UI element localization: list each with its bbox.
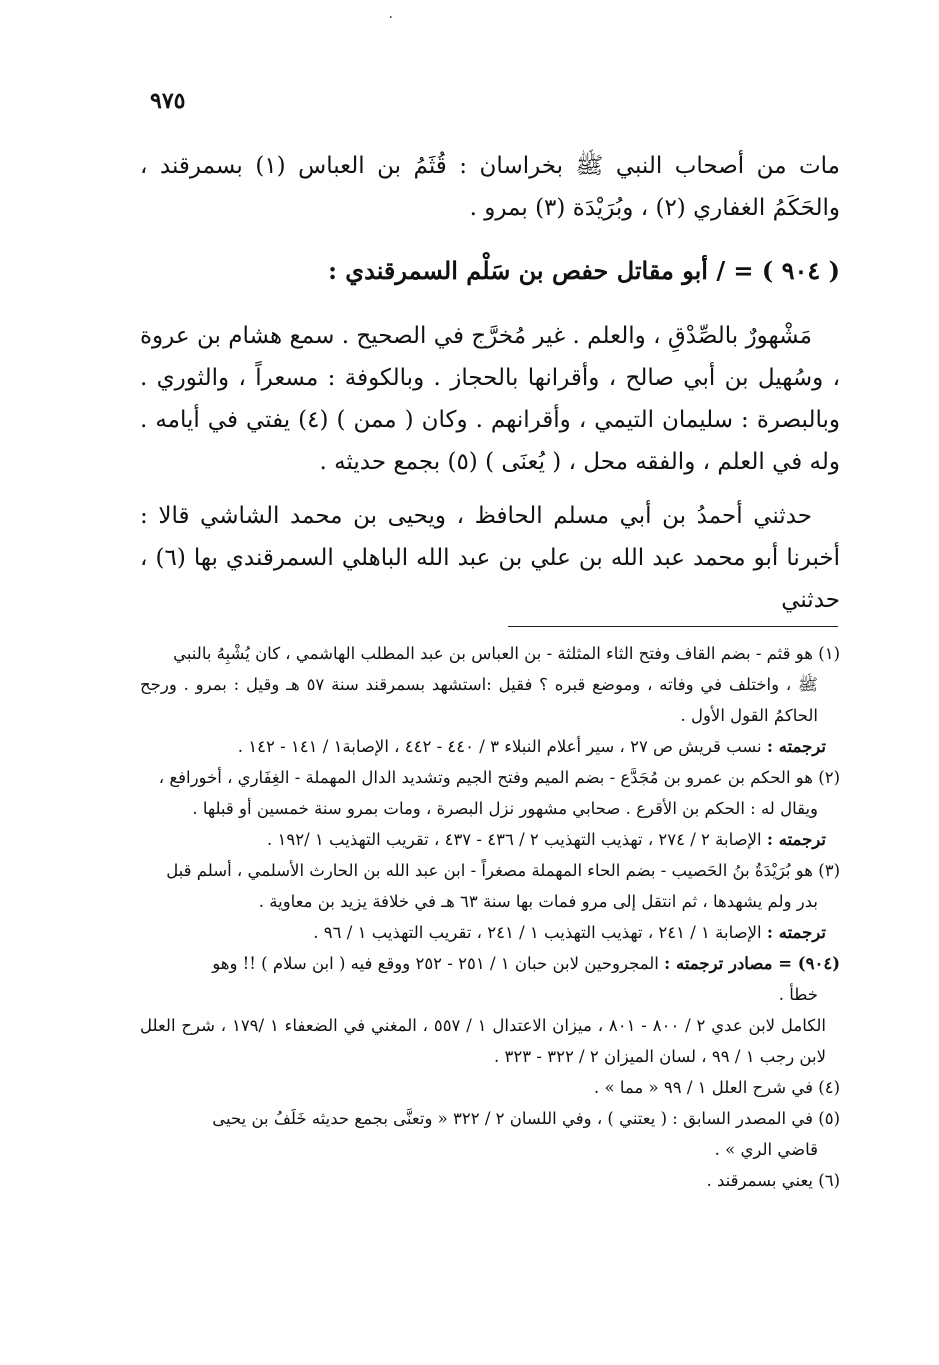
footnote-5 <box>140 1103 840 1165</box>
footnotes <box>140 638 840 1196</box>
reference-text: الإصابة ٢ / ٢٧٤ ، تهذيب التهذيب ٢ / ٤٣٦ - ٤٣٧ ، تقريب التهذيب ١ /١٩٢ . <box>267 830 762 849</box>
footnote-more-sources: الكامل لابن عدي ٢ / ٨٠٠ - ٨٠١ ، ميزان الاعتدال ١ / ٥٥٧ ، المغني في الضعفاء ١ /١٧٩ ، شرح العلل لابن رجب ١ / ٩٩ ، لسان الميزان ٢ / ٣٢٢ - ٣٢٣ . <box>140 1016 826 1066</box>
main-text <box>140 145 840 621</box>
reference-label: ترجمته : <box>766 737 826 756</box>
page-number: ٩٧٥ <box>150 88 186 114</box>
footnote-904 <box>140 948 840 1072</box>
footnote-text: (٣) هو بُرَيْدَةُ بنُ الحَصيب - بضم الحاء المهملة مصغراً - ابن عبد الله بن الحارث الأسلمي ، أسلم قبل <box>166 861 840 880</box>
footnote-continuation: بدر ولم يشهدها ، ثم انتقل إلى مرو فمات بها سنة ٦٣ هـ في خلافة يزيد بن معاوية . <box>258 892 818 911</box>
footnote-text: (٥) في المصدر السابق : ( يعتني ) ، وفي اللسان ٢ / ٣٢٢ « وتعنَّى بجمع حديثه خَلَفُ بن يحيى <box>212 1109 840 1128</box>
footnote-6 <box>140 1165 840 1196</box>
sources-label: (٩٠٤) = مصادر ترجمته : <box>664 954 840 973</box>
footnote-4 <box>140 1072 840 1103</box>
entry-heading: ( ٩٠٤ ) = / أبو مقاتل حفص بن سَلْم السمرقندي : <box>328 256 840 285</box>
footnote-continuation: ﷺ ، واختلف في وفاته ، وموضع قبره ؟ فقيل :استشهد بسمرقند سنة ٥٧ هـ وقيل : بمرو . ورجح الحاكمُ القول الأول . <box>140 675 818 725</box>
reference-text: نسب قريش ص ٢٧ ، سير أعلام النبلاء ٣ / ٤٤٠ - ٤٤٢ ، الإصابة١ / ١٤١ - ١٤٢ . <box>237 737 762 756</box>
footnote-separator <box>508 626 838 627</box>
isnad-paragraph: حدثني أحمدُ بن أبي مسلم الحافظ ، ويحيى بن محمد الشاشي قالا : أخبرنا أبو محمد عبد الله بن علي بن عبد الله الباهلي السمرقندي بها (٦) ، حدثني <box>140 503 840 613</box>
footnote-reference <box>140 824 840 855</box>
footnote-text: (٤) في شرح العلل ١ / ٩٩ « مما » . <box>594 1078 840 1097</box>
footnote-continuation: ويقال له : الحكم بن الأقرع . صحابي مشهور نزل البصرة ، ومات بمرو سنة خمسين أو قبلها . <box>192 799 818 818</box>
footnote-reference <box>140 917 840 948</box>
footnote-text: (١) هو قثم - بضم القاف وفتح الثاء المثلثة - بن العباس بن عبد المطلب الهاشمي ، كان يُشْبِهُ بالنبي <box>173 644 840 663</box>
reference-text: الإصابة ١ / ٢٤١ ، تهذيب التهذيب ١ / ٢٤١ ، تقريب التهذيب ١ / ٩٦ . <box>313 923 762 942</box>
footnote-text: (٢) هو الحكم بن عمرو بن مُجَدَّع - بضم الميم وفتح الجيم وتشديد الدال المهملة - الغِفَاري ، أخورافع ، <box>158 768 840 787</box>
sources-text: المجروحين لابن حبان ١ / ٢٥١ - ٢٥٢ ووقع فيه ( ابن سلام ) !! وهو <box>212 954 659 973</box>
footnote-text <box>140 948 840 979</box>
footnote-reference <box>140 731 840 762</box>
reference-label: ترجمته : <box>766 830 826 849</box>
biography-paragraph: مَشْهورٌ بالصِّدْقِ ، والعلم . غير مُخرَّج في الصحيح . سمع هشام بن عروة ، وسُهيل بن أبي صالح ، وأقرانها بالحجاز . وبالكوفة : مسعراً ، والثوري . وبالبصرة : سليمان التيمي ، وأقرانهم . وكان ( ممن ) (٤) يفتي في أيامه . وله في العلم ، والفقه محل ، ( يُعنَى ) (٥) بجمع حديثه . <box>140 323 840 475</box>
footnote-text: (٦) يعني بسمرقند . <box>706 1171 840 1190</box>
footnote-continuation: قاضي الري » . <box>714 1140 818 1159</box>
footnote-continuation: خطأ . <box>778 985 818 1004</box>
footnote-2 <box>140 762 840 855</box>
top-mark: ٠ <box>387 9 395 25</box>
intro-paragraph: مات من أصحاب النبي ﷺ بخراسان : قُثَمُ بن العباس (١) بسمرقند ، والحَكَمُ الغفاري (٢) ، وبُرَيْدَة (٣) بمرو . <box>140 153 840 221</box>
footnote-1 <box>140 638 840 762</box>
reference-label: ترجمته : <box>766 923 826 942</box>
footnote-3 <box>140 855 840 948</box>
